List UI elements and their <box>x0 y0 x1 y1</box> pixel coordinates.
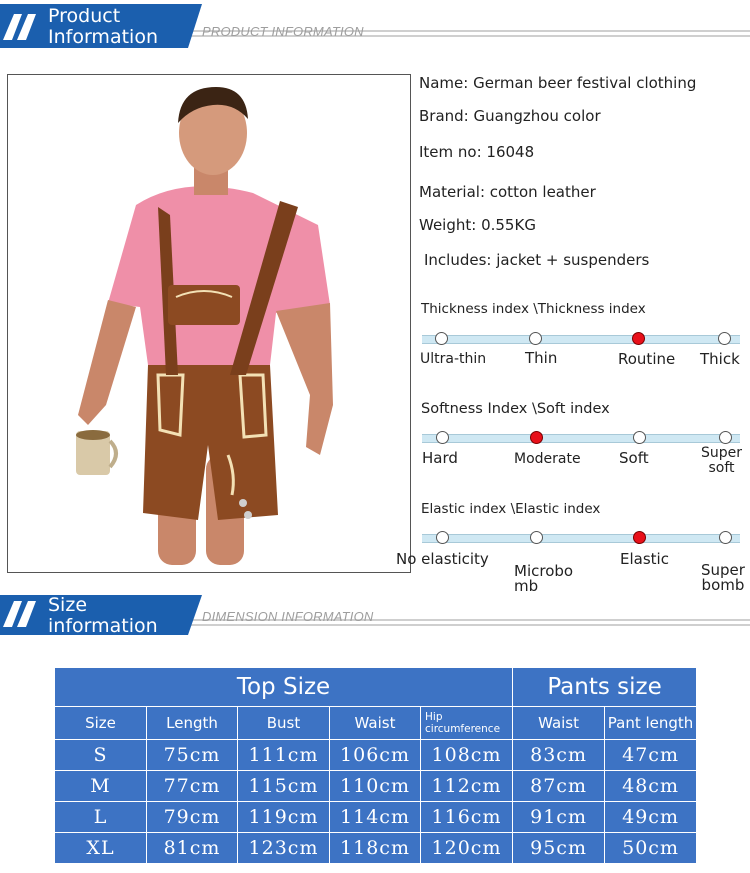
elastic-dot-no-elasticity <box>436 531 449 544</box>
cell-waist: 118cm <box>330 833 421 864</box>
col-length: Length <box>147 707 238 740</box>
product-photo <box>7 74 411 573</box>
cell-bust: 111cm <box>238 740 330 771</box>
cell-length: 81cm <box>147 833 238 864</box>
table-row <box>55 740 697 771</box>
cell-waist: 110cm <box>330 771 421 802</box>
thickness-index-title: Thickness index \Thickness index <box>421 301 646 317</box>
thickness-label-ultra-thin: Ultra-thin <box>420 351 487 367</box>
size-table <box>54 667 697 864</box>
thickness-dot-ultra-thin <box>435 332 448 345</box>
cell-length: 79cm <box>147 802 238 833</box>
table-row <box>55 833 697 864</box>
info-item-no: Item no: 16048 <box>419 143 535 161</box>
info-brand: Brand: Guangzhou color <box>419 107 601 125</box>
pants-size-header: Pants size <box>513 668 697 707</box>
elastic-dot-super-bomb <box>719 531 732 544</box>
model-illustration <box>8 75 410 572</box>
cell-hip: 120cm <box>421 833 513 864</box>
cell-pant-length: 49cm <box>605 802 697 833</box>
thickness-dot-thick <box>718 332 731 345</box>
size-information-title: Size information <box>48 594 158 637</box>
col-bust: Bust <box>238 707 330 740</box>
cell-length: 75cm <box>147 740 238 771</box>
softness-label-moderate: Moderate <box>514 451 581 467</box>
info-material: Material: cotton leather <box>419 183 596 201</box>
col-hip-circumference: Hip circumference <box>421 707 513 740</box>
table-row <box>55 802 697 833</box>
cell-pants-waist: 95cm <box>513 833 605 864</box>
cell-pant-length: 48cm <box>605 771 697 802</box>
thickness-dot-routine <box>632 332 645 345</box>
softness-index-title: Softness Index \Soft index <box>421 401 610 417</box>
column-header-row <box>55 707 697 740</box>
elastic-track <box>422 534 740 543</box>
cell-waist: 114cm <box>330 802 421 833</box>
elastic-label-microbomb: Microbo mb <box>514 562 574 595</box>
info-includes: Includes: jacket + suspenders <box>424 251 650 269</box>
elastic-dot-microbomb <box>530 531 543 544</box>
thickness-dot-thin <box>529 332 542 345</box>
top-size-header: Top Size <box>55 668 513 707</box>
group-header-row <box>55 668 697 707</box>
banner-tab <box>0 4 202 48</box>
thickness-label-routine: Routine <box>618 350 676 368</box>
product-information-subtitle: PRODUCT INFORMATION <box>202 24 364 39</box>
softness-dot-hard <box>436 431 449 444</box>
table-row <box>55 771 697 802</box>
cell-hip: 112cm <box>421 771 513 802</box>
cell-size: S <box>55 740 147 771</box>
col-pants-waist: Waist <box>513 707 605 740</box>
cell-size: M <box>55 771 147 802</box>
softness-dot-moderate <box>530 431 543 444</box>
cell-pants-waist: 91cm <box>513 802 605 833</box>
softness-track <box>422 434 740 443</box>
banner-tab <box>0 595 202 639</box>
size-information-banner <box>0 595 750 639</box>
elastic-dot-elastic <box>633 531 646 544</box>
info-name: Name: German beer festival clothing <box>419 74 697 92</box>
product-information-banner <box>0 4 750 48</box>
col-size: Size <box>55 707 147 740</box>
product-information-title: Product Information <box>48 5 158 48</box>
cell-size: L <box>55 802 147 833</box>
cell-length: 77cm <box>147 771 238 802</box>
info-weight: Weight: 0.55KG <box>419 216 536 234</box>
cell-pants-waist: 83cm <box>513 740 605 771</box>
softness-dot-soft <box>633 431 646 444</box>
softness-label-soft: Soft <box>619 449 649 467</box>
cell-pants-waist: 87cm <box>513 771 605 802</box>
thickness-label-thin: Thin <box>525 349 558 367</box>
elastic-label-no-elasticity: No elasticity <box>396 550 489 568</box>
softness-dot-super-soft <box>719 431 732 444</box>
cell-waist: 106cm <box>330 740 421 771</box>
thickness-label-thick: Thick <box>700 350 740 368</box>
elastic-label-elastic: Elastic <box>620 550 669 568</box>
cell-pant-length: 47cm <box>605 740 697 771</box>
softness-label-hard: Hard <box>422 449 458 467</box>
cell-size: XL <box>55 833 147 864</box>
cell-pant-length: 50cm <box>605 833 697 864</box>
cell-hip: 116cm <box>421 802 513 833</box>
col-pant-length: Pant length <box>605 707 697 740</box>
cell-bust: 115cm <box>238 771 330 802</box>
thickness-track <box>422 335 740 344</box>
size-information-subtitle: DIMENSION INFORMATION <box>202 609 374 624</box>
elastic-index-title: Elastic index \Elastic index <box>421 501 601 517</box>
cell-bust: 123cm <box>238 833 330 864</box>
col-waist: Waist <box>330 707 421 740</box>
softness-label-super-soft: Super soft <box>701 445 743 476</box>
cell-bust: 119cm <box>238 802 330 833</box>
elastic-label-super-bomb: Super bomb <box>701 561 745 594</box>
cell-hip: 108cm <box>421 740 513 771</box>
